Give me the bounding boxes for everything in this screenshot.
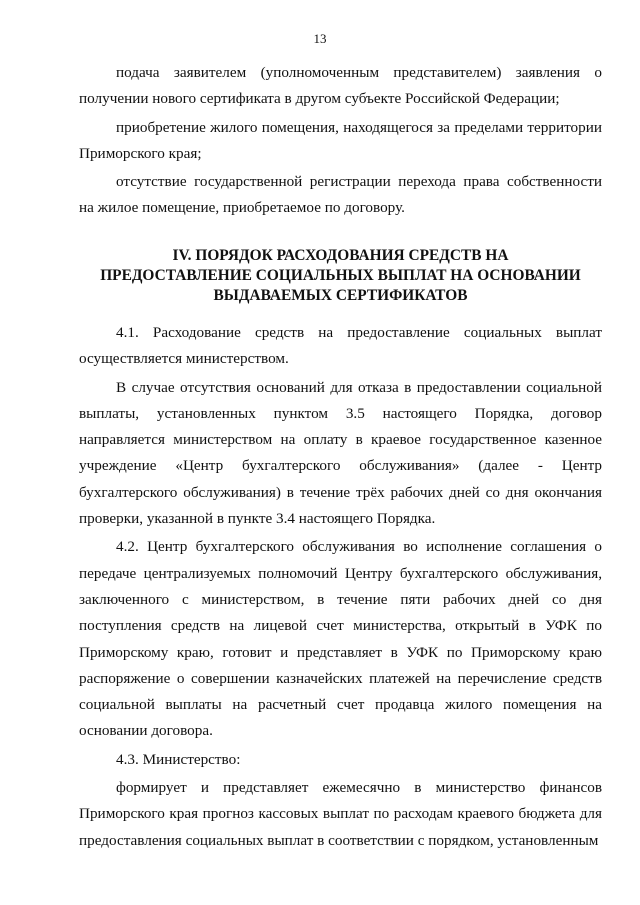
paragraph-no-state-registration: отсутствие государственной регистрации перехода права собственности на жилое помещение, приобретаемое по договору. bbox=[79, 173, 602, 217]
section-heading-line-2: ПРЕДОСТАВЛЕНИЕ СОЦИАЛЬНЫХ ВЫПЛАТ НА ОСНОВАНИИ bbox=[100, 267, 581, 284]
section-heading-line-1: IV. ПОРЯДОК РАСХОДОВАНИЯ СРЕДСТВ НА bbox=[172, 247, 509, 264]
paragraph-4-3: 4.3. Министерство: bbox=[116, 750, 241, 768]
paragraph-4-1: 4.1. Расходование средств на предоставление социальных выплат осуществляется министерством. bbox=[79, 324, 602, 368]
section-text-block bbox=[79, 320, 602, 854]
paragraph-application-other-region: подача заявителем (уполномоченным представителем) заявления о получении нового сертификата в другом субъекте Российской Федерации; bbox=[79, 64, 602, 108]
section-heading bbox=[79, 246, 602, 306]
paragraph-no-refusal-grounds: В случае отсутствия оснований для отказа в предоставлении социальной выплаты, установленных пунктом 3.5 настоящего Порядка, договор направляется министерством на оплату в краевое государственное казенное учреждение «Центр бухгалтерского обслуживания» (далее - Центр бухгалтерского обслуживания) в течение трёх рабочих дней со дня окончания проверки, указанной в пункте 3.4 настоящего Порядка. bbox=[79, 378, 602, 528]
page-number: 13 bbox=[313, 31, 327, 46]
section-heading-line-3: ВЫДАВАЕМЫХ СЕРТИФИКАТОВ bbox=[213, 287, 468, 304]
paragraph-housing-outside-territory: приобретение жилого помещения, находящегося за пределами территории Приморского края; bbox=[79, 118, 602, 162]
intro-text-block bbox=[79, 60, 602, 222]
paragraph-forecast: формирует и представляет ежемесячно в министерство финансов Приморского края прогноз кассовых выплат по расходам краевого бюджета для предоставления социальных выплат в соответствии с порядком, установленным bbox=[79, 779, 602, 849]
paragraph-4-2: 4.2. Центр бухгалтерского обслуживания во исполнение соглашения о передаче централизуемых полномочий Центру бухгалтерского обслуживания, заключенного с министерством, в течение пяти рабочих дней со дня поступления средств на лицевой счет министерства, открытый в УФК по Приморскому краю, готовит и представляет в УФК по Приморскому краю распоряжение о совершении казначейских платежей на перечисление средств социальной выплаты на расчетный счет продавца жилого помещения на основании договора. bbox=[79, 538, 602, 740]
